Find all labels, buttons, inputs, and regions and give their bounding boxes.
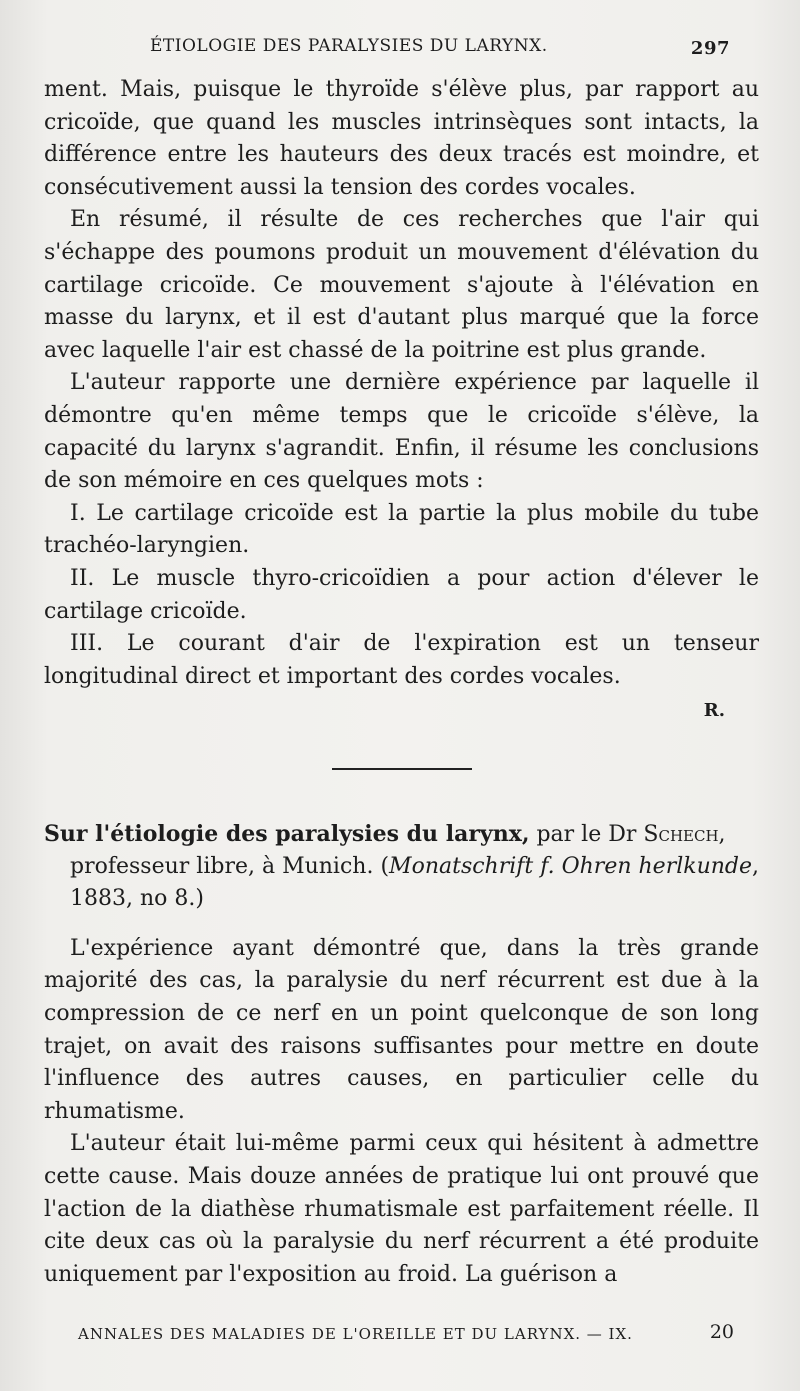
heading-affiliation: , professeur libre, à Munich. ( bbox=[70, 821, 726, 879]
page-body bbox=[44, 74, 759, 1291]
article-author: Schech bbox=[643, 821, 719, 847]
paragraph: L'expérience ayant démontré que, dans la très grande majorité des cas, la paralysie du nerf récurrent est due à la compression de ce nerf en un point quelconque de son long trajet, on avait des raisons suffisantes pour mettre en doute l'influence des autres causes, en particulier celle du rhumatisme. bbox=[44, 935, 759, 1124]
conclusion-item: III. Le courant d'air de l'expiration est un tenseur longitudinal direct et important des cordes vocales. bbox=[44, 631, 759, 689]
conclusion-item: I. Le cartilage cricoïde est la partie la plus mobile du tube trachéo-laryngien. bbox=[44, 500, 759, 559]
page-footer bbox=[78, 1321, 734, 1349]
reviewer-signature: R. bbox=[703, 700, 725, 722]
running-title: ÉTIOLOGIE DES PARALYSIES DU LARYNX. bbox=[150, 36, 548, 56]
sheet-number: 20 bbox=[709, 1321, 734, 1343]
page-number: 297 bbox=[690, 38, 730, 59]
conclusion-item: II. Le muscle thyro-cricoïdien a pour action d'élever le cartilage cricoïde. bbox=[44, 565, 759, 624]
paragraph: En résumé, il résulte de ces recherches que l'air qui s'échappe des poumons produit un mouvement d'élévation du cartilage cricoïde. Ce mouvement s'ajoute à l'élévation en masse du larynx, et il est d'autant plus marqué que la force avec laquelle l'air est chassé de la poitrine est plus grande. bbox=[44, 207, 759, 363]
heading-citation: , 1883, no 8.) bbox=[70, 853, 760, 911]
journal-name: Monatschrift f. Ohren herlkunde bbox=[389, 853, 753, 879]
article-title: Sur l'étiologie des paralysies du larynx, bbox=[44, 820, 530, 847]
running-head bbox=[150, 36, 730, 62]
footer-journal-line: ANNALES DES MALADIES DE L'OREILLE ET DU LARYNX. — IX. bbox=[78, 1325, 633, 1343]
article-heading bbox=[44, 818, 759, 915]
paragraph: ment. Mais, puisque le thyroïde s'élève plus, par rapport au cricoïde, que quand les muscles intrinsèques sont intacts, la différence entre les hauteurs des deux tracés est moindre, et consécutivement aussi la tension des cordes vocales. bbox=[44, 77, 759, 200]
heading-by: par le Dr bbox=[529, 821, 644, 847]
paragraph: L'auteur rapporte une dernière expérience par laquelle il démontre qu'en même temps que le cricoïde s'élève, la capacité du larynx s'agrandit. Enfin, il résume les conclusions de son mémoire en ces quelques mots : bbox=[44, 370, 759, 494]
section-divider bbox=[332, 768, 472, 770]
paragraph: L'auteur était lui-même parmi ceux qui hésitent à admettre cette cause. Mais douze années de pratique lui ont prouvé que l'action de la diathèse rhumatismale est parfaitement réelle. Il cite deux cas où la paralysie du nerf récurrent a été produite uniquement par l'exposition au froid. La guérison a bbox=[44, 1131, 759, 1287]
